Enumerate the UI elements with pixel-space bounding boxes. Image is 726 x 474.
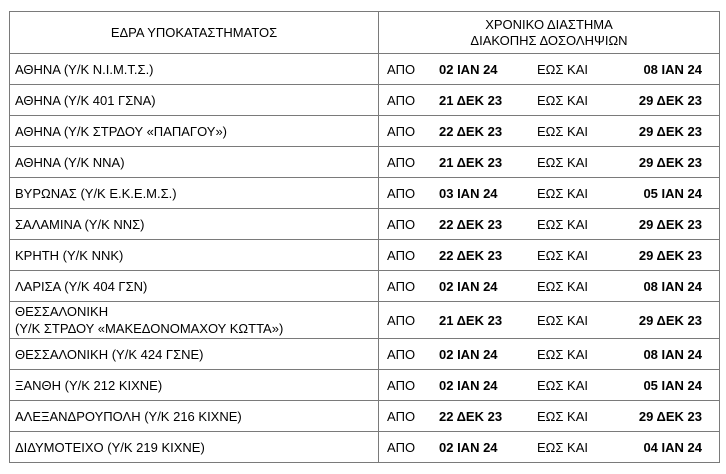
from-label: ΑΠΟ: [387, 312, 416, 328]
to-label: ΕΩΣ ΚΑΙ: [537, 185, 588, 201]
to-date: 29 ΔΕΚ 23: [638, 247, 702, 263]
header-period-line2: ΔΙΑΚΟΠΗΣ ΔΟΣΟΛΗΨΙΩΝ: [470, 32, 628, 48]
to-date: 29 ΔΕΚ 23: [638, 216, 702, 232]
from-date: 02 ΙΑΝ 24: [439, 61, 498, 77]
to-date: 08 ΙΑΝ 24: [643, 278, 702, 294]
table-row: [10, 302, 720, 339]
to-label: ΕΩΣ ΚΑΙ: [537, 278, 588, 294]
from-date: 02 ΙΑΝ 24: [439, 346, 498, 362]
branch-name-cell: [10, 85, 379, 116]
from-label: ΑΠΟ: [387, 216, 416, 232]
to-label: ΕΩΣ ΚΑΙ: [537, 61, 588, 77]
from-label: ΑΠΟ: [387, 92, 416, 108]
from-date: 21 ΔΕΚ 23: [439, 312, 503, 328]
table-row: [10, 339, 720, 370]
branch-name: ΘΕΣΣΑΛΟΝΙΚΗ (Υ/Κ 424 ΓΣΝΕ): [15, 346, 204, 362]
header-period-line1: ΧΡΟΝΙΚΟ ΔΙΑΣΤΗΜΑ: [485, 16, 613, 32]
period-cell: [379, 54, 720, 85]
branch-name: ΞΑΝΘΗ (Υ/Κ 212 ΚΙΧΝΕ): [15, 377, 163, 393]
branch-name: ΣΑΛΑΜΙΝΑ (Υ/Κ ΝΝΣ): [15, 216, 145, 232]
period-cell: [379, 116, 720, 147]
header-branch: ΕΔΡΑ ΥΠΟΚΑΤΑΣΤΗΜΑΤΟΣ: [10, 12, 379, 54]
to-date: 04 ΙΑΝ 24: [643, 439, 702, 455]
period-cell: [379, 370, 720, 401]
to-date: 05 ΙΑΝ 24: [643, 185, 702, 201]
from-label: ΑΠΟ: [387, 278, 416, 294]
branch-name-cell: [10, 209, 379, 240]
branch-name: ΑΘΗΝΑ (Υ/Κ 401 ΓΣΝΑ): [15, 92, 156, 108]
table-row: [10, 54, 720, 85]
table-row: [10, 85, 720, 116]
branch-name: ΛΑΡΙΣΑ (Υ/Κ 404 ΓΣΝ): [15, 278, 148, 294]
from-date: 22 ΔΕΚ 23: [439, 123, 503, 139]
from-date: 03 ΙΑΝ 24: [439, 185, 498, 201]
branch-name: ΑΘΗΝΑ (Υ/Κ Ν.Ι.Μ.Τ.Σ.): [15, 61, 154, 77]
branch-name-cell: [10, 271, 379, 302]
table-row: [10, 370, 720, 401]
branch-name-cell: [10, 432, 379, 463]
branch-name: ΘΕΣΣΑΛΟΝΙΚΗ: [15, 304, 109, 319]
to-date: 29 ΔΕΚ 23: [638, 312, 702, 328]
branch-name: ΑΛΕΞΑΝΔΡΟΥΠΟΛΗ (Υ/Κ 216 ΚΙΧΝΕ): [15, 408, 242, 424]
period-cell: [379, 339, 720, 370]
branch-name: ΑΘΗΝΑ (Υ/Κ ΝΝΑ): [15, 154, 125, 170]
period-cell: [379, 85, 720, 116]
branch-name: ΒΥΡΩΝΑΣ (Υ/Κ Ε.Κ.Ε.Μ.Σ.): [15, 185, 177, 201]
branch-name-cell: [10, 54, 379, 85]
branch-name: ΚΡΗΤΗ (Υ/Κ ΝΝΚ): [15, 247, 124, 263]
from-label: ΑΠΟ: [387, 377, 416, 393]
from-label: ΑΠΟ: [387, 408, 416, 424]
to-label: ΕΩΣ ΚΑΙ: [537, 377, 588, 393]
to-date: 05 ΙΑΝ 24: [643, 377, 702, 393]
from-date: 22 ΔΕΚ 23: [439, 216, 503, 232]
to-label: ΕΩΣ ΚΑΙ: [537, 154, 588, 170]
header-period: [379, 12, 720, 54]
period-cell: [379, 271, 720, 302]
to-label: ΕΩΣ ΚΑΙ: [537, 216, 588, 232]
branch-name-cell: [10, 401, 379, 432]
branch-name-cell: [10, 302, 379, 339]
branch-name-cell: [10, 370, 379, 401]
branch-name-cell: [10, 178, 379, 209]
from-label: ΑΠΟ: [387, 439, 416, 455]
to-date: 29 ΔΕΚ 23: [638, 408, 702, 424]
period-cell: [379, 209, 720, 240]
to-date: 08 ΙΑΝ 24: [643, 346, 702, 362]
to-label: ΕΩΣ ΚΑΙ: [537, 247, 588, 263]
to-label: ΕΩΣ ΚΑΙ: [537, 312, 588, 328]
to-date: 29 ΔΕΚ 23: [638, 92, 702, 108]
period-cell: [379, 401, 720, 432]
from-date: 22 ΔΕΚ 23: [439, 247, 503, 263]
to-label: ΕΩΣ ΚΑΙ: [537, 439, 588, 455]
branch-name-cell: [10, 116, 379, 147]
period-cell: [379, 147, 720, 178]
from-date: 21 ΔΕΚ 23: [439, 154, 503, 170]
to-label: ΕΩΣ ΚΑΙ: [537, 92, 588, 108]
table-row: [10, 401, 720, 432]
to-date: 08 ΙΑΝ 24: [643, 61, 702, 77]
from-label: ΑΠΟ: [387, 154, 416, 170]
branch-name-cell: [10, 339, 379, 370]
branch-closure-table: [9, 11, 720, 463]
from-label: ΑΠΟ: [387, 346, 416, 362]
table-row: [10, 147, 720, 178]
period-cell: [379, 302, 720, 339]
to-date: 29 ΔΕΚ 23: [638, 123, 702, 139]
table-row: [10, 240, 720, 271]
branch-name: ΑΘΗΝΑ (Υ/Κ ΣΤΡΔΟΥ «ΠΑΠΑΓΟΥ»): [15, 123, 228, 139]
table-row: [10, 178, 720, 209]
period-cell: [379, 178, 720, 209]
from-date: 02 ΙΑΝ 24: [439, 278, 498, 294]
period-cell: [379, 432, 720, 463]
from-label: ΑΠΟ: [387, 247, 416, 263]
table-row: [10, 432, 720, 463]
branch-name-line2: (Υ/Κ ΣΤΡΔΟΥ «ΜΑΚΕΔΟΝΟΜΑΧΟΥ ΚΩΤΤΑ»): [15, 321, 284, 336]
table-header-row: [10, 12, 720, 54]
to-date: 29 ΔΕΚ 23: [638, 154, 702, 170]
table-row: [10, 209, 720, 240]
to-label: ΕΩΣ ΚΑΙ: [537, 123, 588, 139]
period-cell: [379, 240, 720, 271]
table-row: [10, 116, 720, 147]
from-date: 02 ΙΑΝ 24: [439, 377, 498, 393]
from-label: ΑΠΟ: [387, 61, 416, 77]
branch-name-cell: [10, 147, 379, 178]
branch-name-cell: [10, 240, 379, 271]
branch-name: ΔΙΔΥΜΟΤΕΙΧΟ (Υ/Κ 219 ΚΙΧΝΕ): [15, 439, 205, 455]
to-label: ΕΩΣ ΚΑΙ: [537, 346, 588, 362]
from-date: 21 ΔΕΚ 23: [439, 92, 503, 108]
from-label: ΑΠΟ: [387, 123, 416, 139]
from-date: 02 ΙΑΝ 24: [439, 439, 498, 455]
from-date: 22 ΔΕΚ 23: [439, 408, 503, 424]
to-label: ΕΩΣ ΚΑΙ: [537, 408, 588, 424]
table-row: [10, 271, 720, 302]
from-label: ΑΠΟ: [387, 185, 416, 201]
